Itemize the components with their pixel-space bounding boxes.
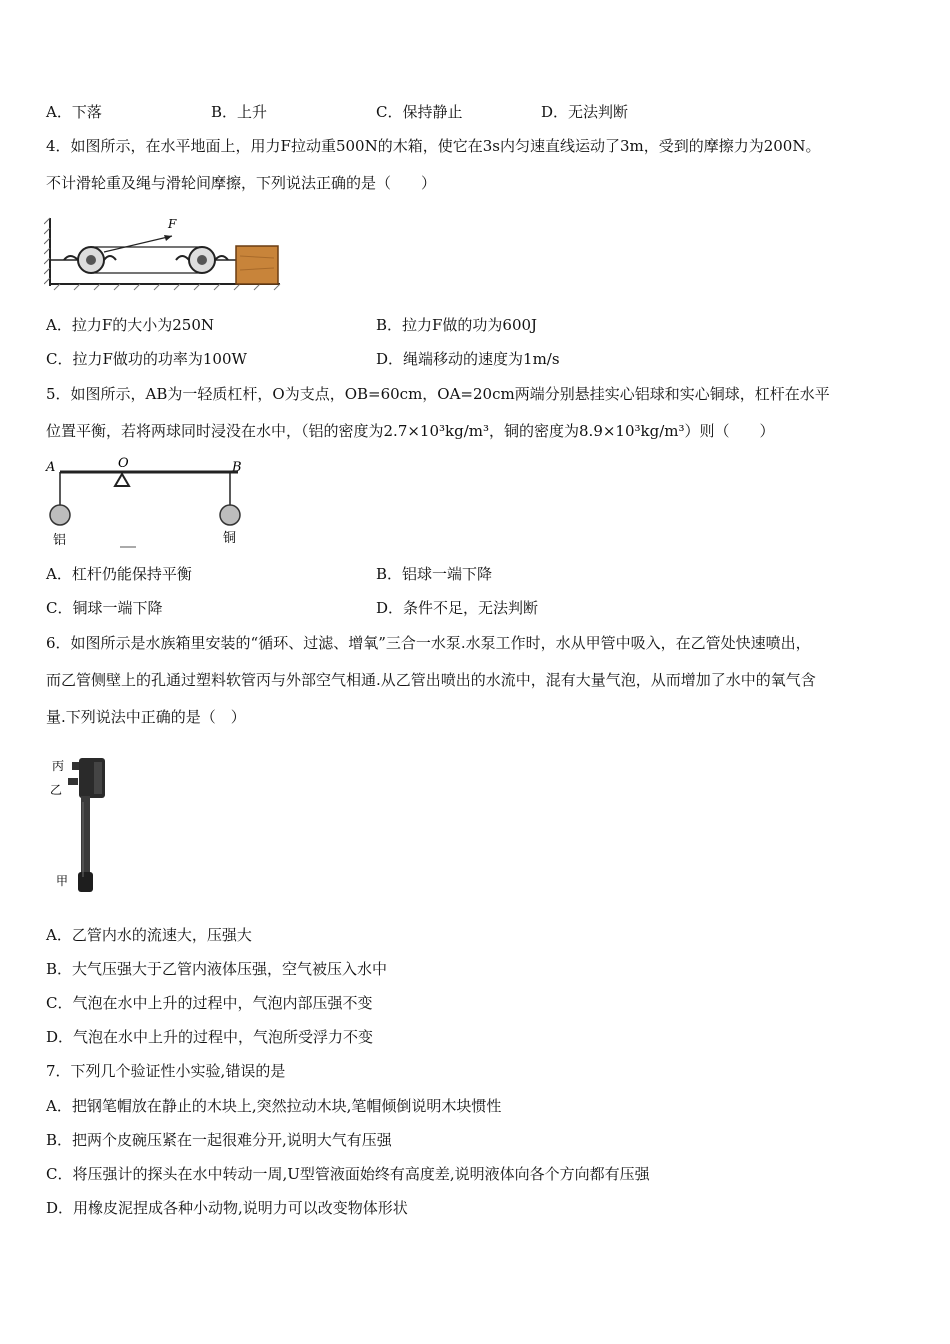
fulcrum-icon [115,474,129,486]
q7-option-a: A．把钢笔帽放在静止的木块上,突然拉动木块,笔帽倾倒说明木块惯性 [46,1097,502,1115]
q4-option-b: B．拉力F做的功为600J [376,316,538,334]
q3-option-d: D．无法判断 [541,103,629,121]
pipe-label-yi: 乙 [50,783,63,797]
q4-option-d: D．绳端移动的速度为1m/s [376,350,560,368]
q6-stem-line-1: 6．如图所示是水族箱里安装的“循环、过滤、增氧”三合一水泵.水泵工作时，水从甲管中吸入，在乙管处快速喷出， [46,634,811,652]
q3-option-c: C．保持静止 [376,103,463,121]
q5-option-b: B．铝球一端下降 [376,565,493,583]
q5-stem-line-2: 位置平衡，若将两球同时浸没在水中，（铝的密度为2.7×10³kg/m³，铜的密度为8.9×10³kg/m³）则（ ） [46,422,775,440]
q5-option-a: A．杠杆仍能保持平衡 [46,565,192,583]
q6-option-b: B．大气压强大于乙管内液体压强，空气被压入水中 [46,960,388,978]
q4-stem-line-1: 4．如图所示，在水平地面上，用力F拉动重500N的木箱，使它在3s内匀速直线运动了3m，受到的摩擦力为200N。 [46,137,821,155]
q6-stem-line-3: 量.下列说法中正确的是（ ） [46,708,246,726]
wooden-box [236,246,278,284]
q7-stem: 7．下列几个验证性小实验,错误的是 [46,1062,286,1080]
pipe-label-bing: 丙 [52,759,65,773]
pipe-label-jia: 甲 [56,874,69,888]
aluminum-ball [50,505,70,525]
q4-pulley-figure [44,214,284,292]
lever-label-b: B [232,460,242,475]
q3-option-b: B．上升 [211,103,268,121]
q7-option-d: D．用橡皮泥捏成各种小动物,说明力可以改变物体形状 [46,1199,408,1217]
q3-option-a: A．下落 [46,103,102,121]
q5-lever-figure [44,455,254,550]
intake-pipe [81,796,90,882]
force-label-f: F [168,217,177,231]
q6-option-c: C．气泡在水中上升的过程中，气泡内部压强不变 [46,994,373,1012]
q5-stem-line-1: 5．如图所示，AB为一轻质杠杆，O为支点，OB=60cm，OA=20cm两端分别悬挂实心铝球和实心铜球，杠杆在水平 [46,385,830,403]
q7-option-c: C．将压强计的探头在水中转动一周,U型管液面始终有高度差,说明液体向各个方向都有压强 [46,1165,650,1183]
lever-label-o: O [118,456,129,471]
q5-option-c: C．铜球一端下降 [46,599,163,617]
q7-option-b: B．把两个皮碗压紧在一起很难分开,说明大气有压强 [46,1131,392,1149]
q6-stem-line-2: 而乙管侧壁上的孔通过塑料软管丙与外部空气相通.从乙管出喷出的水流中，混有大量气泡，从而增加了水中的氧气含 [46,671,816,689]
copper-ball [220,505,240,525]
q5-option-d: D．条件不足，无法判断 [376,599,539,617]
aluminum-label: 铝 [53,533,67,548]
q6-option-a: A．乙管内水的流速大，压强大 [46,926,252,944]
q4-stem-line-2: 不计滑轮重及绳与滑轮间摩擦，下列说法正确的是（ ） [46,174,437,192]
q4-option-c: C．拉力F做功的功率为100W [46,350,247,368]
lever-label-a: A [46,460,56,475]
copper-label: 铜 [223,531,237,546]
q6-pump-figure [46,752,116,897]
q4-option-a: A．拉力F的大小为250N [46,316,214,334]
q6-option-d: D．气泡在水中上升的过程中，气泡所受浮力不变 [46,1028,374,1046]
